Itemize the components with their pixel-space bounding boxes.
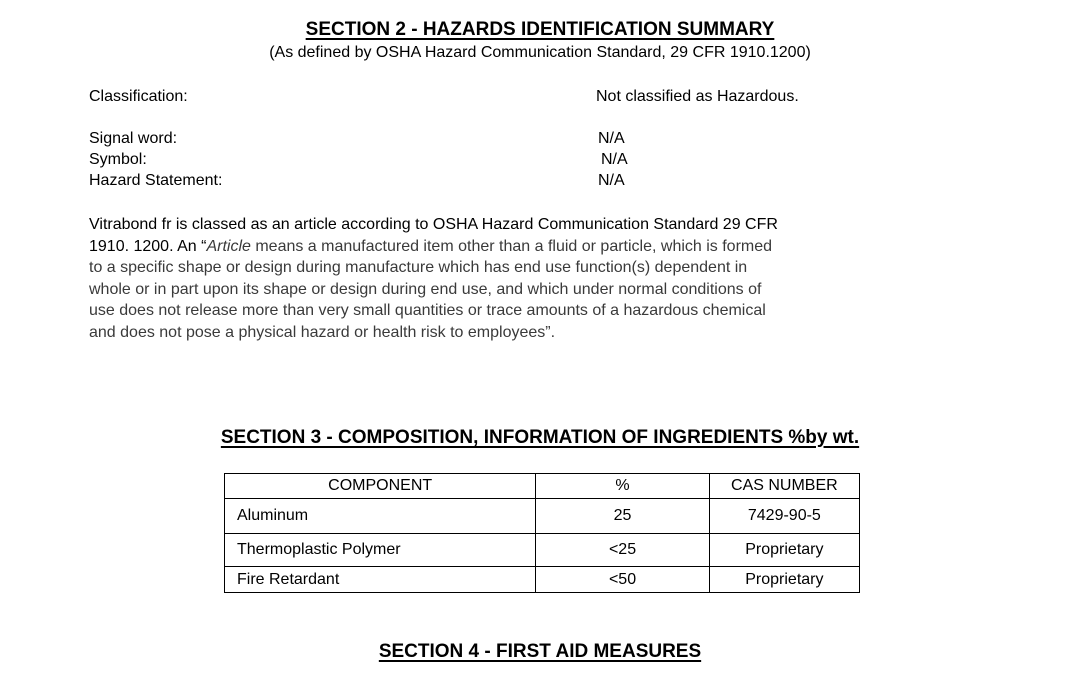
article-term: Article bbox=[206, 237, 251, 255]
percent-cell: <25 bbox=[536, 534, 709, 567]
percent-cell: <50 bbox=[536, 567, 709, 593]
symbol-value: N/A bbox=[601, 151, 628, 168]
article-definition-paragraph bbox=[89, 214, 869, 343]
paragraph-line: Vitrabond fr is classed as an article according to OSHA Hazard Communication Standard 29 CFR bbox=[89, 216, 778, 233]
signal-word-label: Signal word: bbox=[89, 130, 178, 147]
section-3-title: SECTION 3 - COMPOSITION, INFORMATION OF INGREDIENTS %by wt. bbox=[220, 427, 860, 448]
column-header-percent: % bbox=[536, 474, 709, 499]
symbol-label: Symbol: bbox=[89, 151, 147, 168]
paragraph-line bbox=[89, 236, 869, 258]
paragraph-line: whole or in part upon its shape or design during end use, and which under normal conditions of bbox=[89, 280, 762, 298]
classification-label: Classification: bbox=[89, 88, 188, 105]
paragraph-text: 1910. 1200. An “ bbox=[89, 237, 207, 255]
table-header-row bbox=[225, 474, 860, 499]
section-2-subtitle: (As defined by OSHA Hazard Communication Standard, 29 CFR 1910.1200) bbox=[269, 44, 811, 61]
paragraph-text: means a manufactured item other than a fluid or particle, which is formed bbox=[250, 237, 773, 255]
component-cell: Aluminum bbox=[225, 499, 536, 534]
percent-cell: 25 bbox=[536, 499, 709, 534]
section-4-title: SECTION 4 - FIRST AID MEASURES bbox=[378, 641, 702, 662]
paragraph-line: to a specific shape or design during manufacture which has end use function(s) dependent in bbox=[89, 259, 748, 276]
paragraph-line: use does not release more than very small quantities or trace amounts of a hazardous chemical bbox=[89, 302, 766, 319]
table-row bbox=[225, 534, 860, 567]
cas-number-cell: Proprietary bbox=[709, 567, 859, 593]
signal-word-value: N/A bbox=[598, 130, 625, 147]
classification-value: Not classified as Hazardous. bbox=[596, 88, 799, 105]
table-row bbox=[225, 567, 860, 593]
section-2-title: SECTION 2 - HAZARDS IDENTIFICATION SUMMARY bbox=[305, 19, 775, 40]
hazard-statement-value: N/A bbox=[598, 172, 625, 189]
component-cell: Thermoplastic Polymer bbox=[225, 534, 536, 567]
cas-number-cell: Proprietary bbox=[709, 534, 859, 567]
component-cell: Fire Retardant bbox=[225, 567, 536, 593]
cas-number-cell: 7429-90-5 bbox=[709, 499, 859, 534]
hazard-statement-label: Hazard Statement: bbox=[89, 172, 223, 189]
column-header-component: COMPONENT bbox=[225, 474, 536, 499]
column-header-cas-number: CAS NUMBER bbox=[709, 474, 859, 499]
table-row bbox=[225, 499, 860, 534]
paragraph-line: and does not pose a physical hazard or health risk to employees”. bbox=[89, 323, 556, 341]
composition-table bbox=[224, 473, 860, 593]
